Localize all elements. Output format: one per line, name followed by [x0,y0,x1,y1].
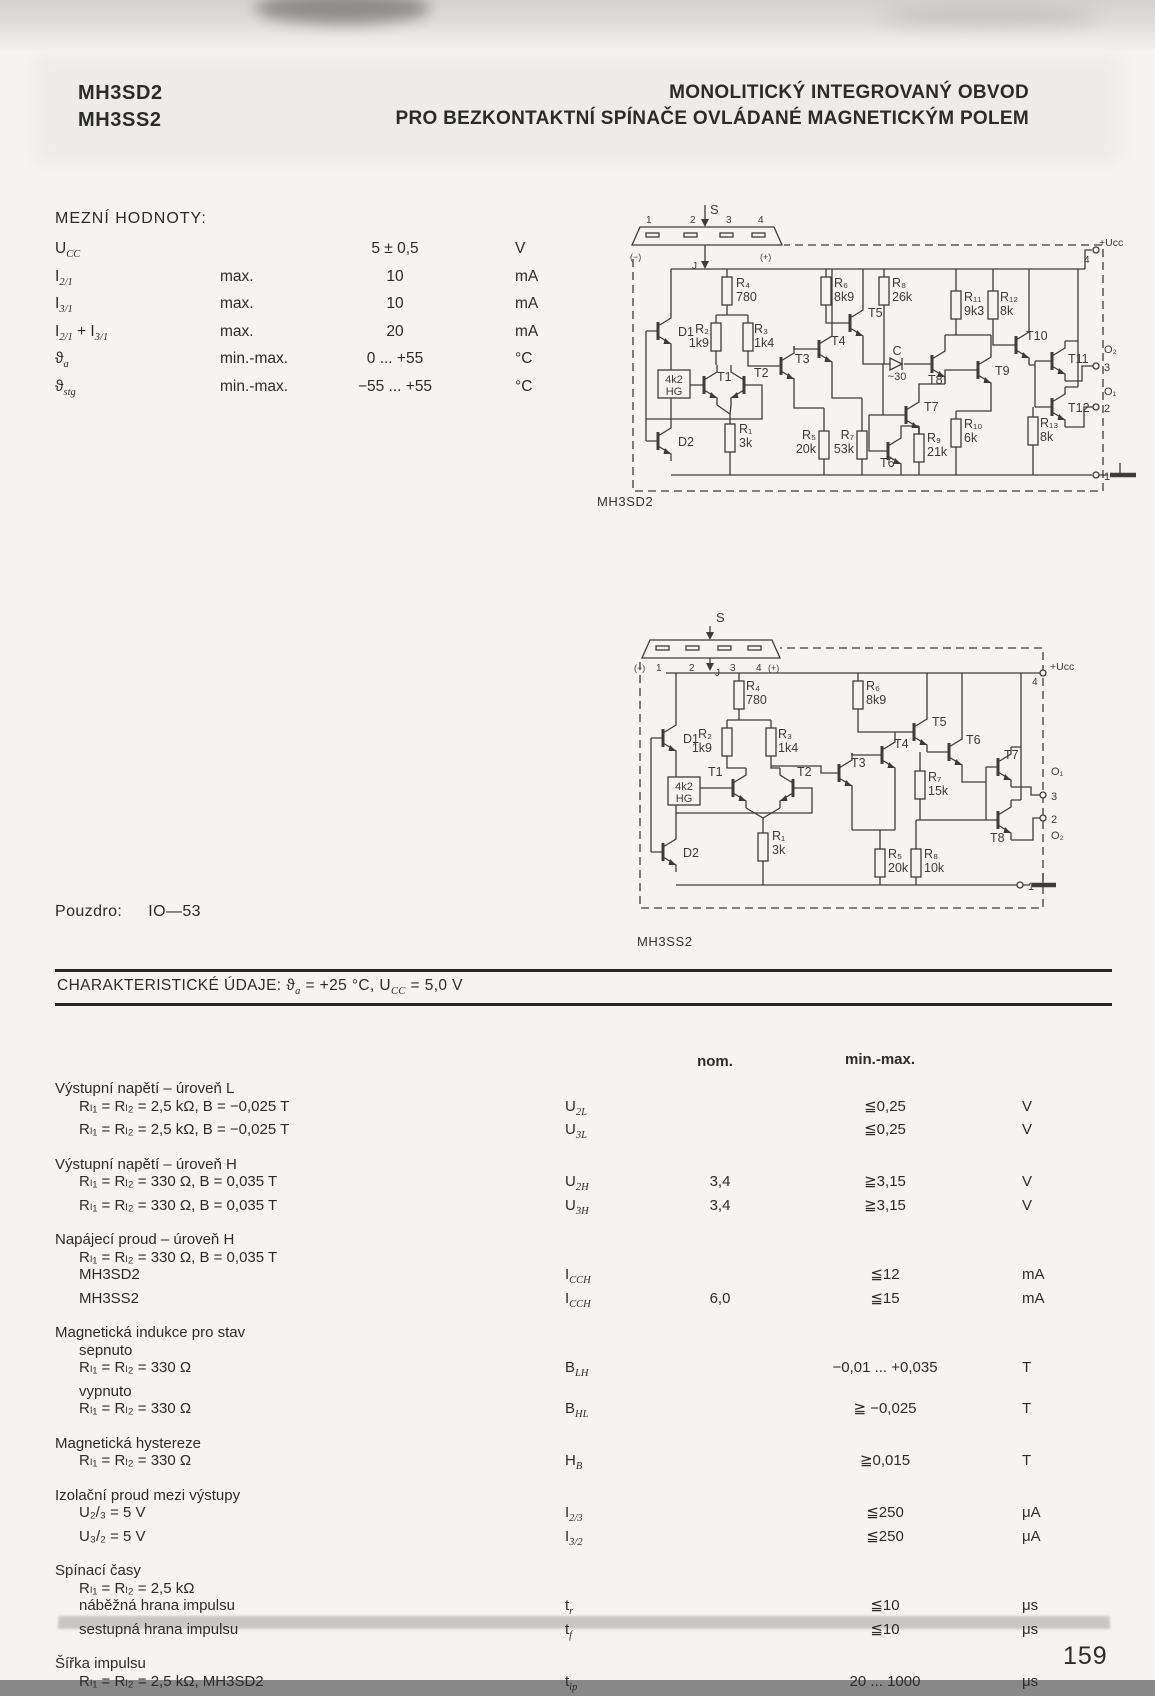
schematic-label: T8 [990,831,1005,845]
quantity: $ϑ_{stg}$ [55,378,220,398]
nominal-value: 6,0 [680,1290,760,1308]
condition: max. [220,323,320,341]
unit: μs [1010,1621,1070,1639]
schematic-label: O₂ [1051,830,1064,842]
nominal-value: 3,4 [680,1173,760,1191]
unit: T [1010,1359,1070,1377]
schematic-label: 3 [730,663,736,674]
unit: mA [470,323,550,341]
package-outline [642,640,780,658]
quantity: $U_{CC}$ [55,240,220,260]
schematic-label: 8k9 [866,693,886,707]
rule-top [55,969,1112,972]
unit: V [1010,1173,1070,1191]
condition: Rₗ₁ = Rₗ₂ = 2,5 kΩ, MH3SD2 [55,1673,565,1691]
theta-sub: a [295,986,301,997]
limit-value: −55 ... +55 [320,378,470,396]
unit: μs [1010,1597,1070,1615]
part-number-2: MH3SS2 [78,107,163,134]
page-number: 159 [1063,1642,1108,1671]
char-condition: Rₗ₁ = Rₗ₂ = 330 Ω, B = 0,035 T [55,1249,1070,1267]
char-row [55,1400,1130,1424]
condition: min.-max. [220,350,320,368]
char-heading-mid: = +25 °C, U [301,977,391,994]
schematic-label: 2 [689,663,695,674]
schematic-label: 1 [646,215,652,226]
minmax-value: ≦12 [760,1266,1010,1284]
schematic-label: R₄ [746,679,760,693]
schematic-label: 1 [656,663,662,674]
char-group-header: Magnetická hystereze [55,1435,1070,1453]
schematic-label: R₃ [754,322,768,336]
schematic-label: 8k9 [834,290,854,304]
limits-row [55,350,600,378]
schematic-label: S [716,610,725,625]
char-condition: vypnuto [55,1383,1070,1401]
schematic-label: 6k [964,431,978,445]
condition: MH3SD2 [55,1266,565,1284]
schematic-label: R₆ [866,679,880,693]
column-header-nom: nom. [675,1053,755,1070]
schematic-label: D1 [683,732,699,746]
schematic-label: T6 [966,733,981,747]
schematic-label: 10k [924,861,945,875]
schematic-label: (+) [768,663,779,673]
schematic-label: 3k [772,843,786,857]
symbol: $U_{2L}$ [565,1098,680,1122]
symbol: $B_{LH}$ [565,1359,680,1383]
minmax-value: ≦10 [760,1597,1010,1615]
schematic-label: 780 [746,693,767,707]
schematic-label: T2 [797,765,812,779]
char-row [55,1098,1130,1122]
schematic-label: T4 [831,334,846,348]
schematic-label: 1k4 [778,741,798,755]
schematic-label: 3 [1104,362,1110,374]
condition: Rₗ₁ = Rₗ₂ = 330 Ω, B = 0,035 T [55,1173,565,1191]
limits-table [55,240,600,405]
schematic-label: 1k9 [692,741,712,755]
char-row [55,1673,1130,1696]
char-row [55,1266,1130,1290]
condition: min.-max. [220,378,320,396]
limit-value: 10 [320,295,470,313]
schematic-label: 1 [1104,471,1110,483]
symbol: $I_{CCH}$ [565,1266,680,1290]
schematic-label: R₁₁ [964,290,981,304]
package-label: Pouzdro: [55,903,122,920]
minmax-value: ≧0,015 [760,1452,1010,1470]
minmax-value: 20 ... 1000 [760,1673,1010,1691]
schematic-label: 8k [1040,430,1054,444]
schematic-label: 4k2 [665,374,683,386]
schematic-label: R₅ [802,428,816,442]
schematic-label: T7 [924,400,939,414]
page-title [269,80,1029,132]
schematic-label: R₁ [739,422,752,436]
schematic-label: T11 [1068,352,1089,366]
schematic-label: R₂ [695,322,709,336]
mh3ss2-caption: MH3SS2 [637,934,693,949]
schematic-label: R₇ [928,770,941,784]
schematic-label: T1 [717,370,732,384]
quantity: $I_{3/1}$ [55,295,220,315]
minmax-value: ≧3,15 [760,1197,1010,1215]
schematic-label: 780 [736,290,757,304]
schematic-label: 8k [1000,304,1014,318]
condition: Rₗ₁ = Rₗ₂ = 330 Ω, B = 0,035 T [55,1197,565,1215]
schematic-label: 2 [1051,814,1057,826]
limit-value: 20 [320,323,470,341]
schematic-label: 15k [928,784,949,798]
condition: Rₗ₁ = Rₗ₂ = 330 Ω [55,1452,565,1470]
symbol: $B_{HL}$ [565,1400,680,1424]
condition: U₃/₂ = 5 V [55,1528,565,1546]
char-row [55,1452,1130,1476]
char-condition: Rₗ₁ = Rₗ₂ = 2,5 kΩ [55,1580,1070,1598]
schematic-label: D2 [678,435,694,449]
condition: Rₗ₁ = Rₗ₂ = 330 Ω [55,1400,565,1418]
symbol: $H_B$ [565,1452,680,1476]
condition: Rₗ₁ = Rₗ₂ = 2,5 kΩ, B = −0,025 T [55,1121,565,1139]
char-row [55,1504,1130,1528]
mh3sd2-schematic [588,183,1133,503]
symbol: $t_{ip}$ [565,1673,680,1696]
schematic-label: T8 [928,373,943,387]
char-group-header: Výstupní napětí – úroveň L [55,1080,1070,1098]
schematic-label: 1k4 [754,336,774,350]
unit: μs [1010,1673,1070,1691]
limits-row [55,378,600,406]
condition: max. [220,295,320,313]
schematic-label: R₆ [834,276,848,290]
char-row [55,1121,1130,1145]
symbol: $t_r$ [565,1597,680,1621]
package-value: IO—53 [148,903,201,920]
mh3sd2-caption: MH3SD2 [597,494,653,509]
capacitor-diode [890,358,902,370]
char-row [55,1290,1130,1314]
schematic-label: R₁₂ [1000,290,1018,304]
minmax-value: ≦250 [760,1528,1010,1546]
title-line-1: MONOLITICKÝ INTEGROVANÝ OBVOD [269,80,1029,106]
minmax-value: −0,01 ... +0,035 [760,1359,1010,1377]
schematic-label: S [710,202,719,217]
char-group-header: Izolační proud mezi výstupy [55,1487,1070,1505]
schematic-label: 4k2 [675,781,693,793]
quantity: $I_{2/1}$ [55,268,220,288]
schematic-label: (−) [630,252,641,262]
schematic-label: 53k [834,442,855,456]
limit-value: 5 ± 0,5 [320,240,470,258]
limits-row [55,240,600,268]
pin-terminals [1093,247,1099,478]
condition: Rₗ₁ = Rₗ₂ = 2,5 kΩ, B = −0,025 T [55,1098,565,1116]
symbol: $I_{3/2}$ [565,1528,680,1552]
char-row [55,1528,1130,1552]
unit: °C [470,350,550,368]
char-row [55,1359,1130,1383]
wires [646,269,1093,475]
unit: mA [1010,1290,1070,1308]
symbol: $U_{3L}$ [565,1121,680,1145]
char-row [55,1597,1130,1621]
schematic-label: T10 [1026,329,1048,343]
char-row [55,1621,1130,1645]
char-heading-post: = 5,0 V [406,977,463,994]
schematic-label: ~30 [888,371,907,383]
symbol: $U_{2H}$ [565,1173,680,1197]
schematic-label: T6 [880,456,895,470]
schematic-label: 1 [1028,881,1034,893]
condition: Rₗ₁ = Rₗ₂ = 330 Ω [55,1359,565,1377]
schematic-label: T4 [894,737,909,751]
rule-bottom [55,1003,1112,1006]
unit: °C [470,378,550,396]
schematic-label: HG [666,386,683,398]
schematic-label: 9k3 [964,304,984,318]
package-outline [632,227,782,245]
limits-heading: MEZNÍ HODNOTY: [55,210,207,228]
unit: V [470,240,550,258]
schematic-label: D2 [683,846,699,860]
ucc-sub: CC [391,986,406,997]
schematic-label: R₇ [841,428,854,442]
schematic-label: T9 [995,364,1010,378]
schematic-label: 4 [758,215,764,226]
symbol: $I_{CCH}$ [565,1290,680,1314]
schematic-label: O₂ [1104,344,1117,356]
quantity: $I_{2/1} + I_{3/1}$ [55,323,220,343]
schematic-label: R₈ [924,847,938,861]
char-group-header: Výstupní napětí – úroveň H [55,1156,1070,1174]
nominal-value: 3,4 [680,1197,760,1215]
schematic-label: 20k [796,442,817,456]
char-row [55,1197,1130,1221]
unit: μA [1010,1504,1070,1522]
limit-value: 10 [320,268,470,286]
title-line-2: PRO BEZKONTAKTNÍ SPÍNAČE OVLÁDANÉ MAGNETICKÝM POLEM [269,106,1029,132]
minmax-value: ≦10 [760,1621,1010,1639]
limits-row [55,323,600,351]
unit: μA [1010,1528,1070,1546]
schematic-label: R₂ [698,727,712,741]
unit: V [1010,1121,1070,1139]
minmax-value: ≦0,25 [760,1121,1010,1139]
schematic-label: R₈ [892,276,906,290]
char-group-header: Magnetická indukce pro stav [55,1324,1070,1342]
char-condition: sepnuto [55,1342,1070,1360]
schematic-label: R₁₃ [1040,416,1058,430]
unit: T [1010,1452,1070,1470]
schematic-label: 3k [739,436,753,450]
schematic-label: (+) [760,252,771,262]
schematic-label: R₃ [778,727,792,741]
schematic-label: T2 [754,366,769,380]
package-line [55,903,201,921]
char-group-header: Napájecí proud – úroveň H [55,1231,1070,1249]
char-heading [57,977,463,997]
condition: max. [220,268,320,286]
schematic-label: T12 [1068,401,1090,415]
schematic-label: R₄ [736,276,750,290]
condition: sestupná hrana impulsu [55,1621,565,1639]
column-header-minmax: min.-max. [800,1051,960,1068]
schematic-label: J [715,668,720,679]
char-group-header: Šířka impulsu [55,1655,1070,1673]
mh3ss2-schematic [588,570,1133,915]
minmax-value: ≧3,15 [760,1173,1010,1191]
schematic-label: 3 [726,215,732,226]
symbol: $I_{2/3}$ [565,1504,680,1528]
schematic-label: T5 [932,715,947,729]
schematic-label: T7 [1004,748,1019,762]
minmax-value: ≦250 [760,1504,1010,1522]
symbol: $t_f$ [565,1621,680,1645]
condition: U₂/₃ = 5 V [55,1504,565,1522]
limits-row [55,268,600,296]
quantity: $ϑ_a$ [55,350,220,370]
schematic-label: +Ucc [1099,237,1123,249]
schematic-label: 1k9 [689,336,709,350]
char-heading-pre: CHARAKTERISTICKÉ ÚDAJE: [57,977,286,994]
schematic-label: R₉ [927,431,941,445]
schematic-label: O₁ [1104,386,1117,398]
schematic-label: T1 [708,765,723,779]
schematic-label: T5 [868,306,883,320]
char-table [55,1080,1130,1696]
schematic-label: 4 [756,663,762,674]
schematic-label: T3 [851,756,866,770]
schematic-label: R₁ [772,829,785,843]
scan-artifact-blob2 [880,6,1100,26]
limit-value: 0 ... +55 [320,350,470,368]
schematic-label: 26k [892,290,913,304]
wires [651,673,1040,885]
symbol: $U_{3H}$ [565,1197,680,1221]
minmax-value: ≦0,25 [760,1098,1010,1116]
schematic-label: +Ucc [1050,661,1074,673]
schematic-label: 3 [1051,791,1057,803]
schematic-label: R₁₀ [964,417,982,431]
limits-row [55,295,600,323]
schematic-label: 4 [1032,677,1038,688]
schematic-label: 4 [1084,255,1090,266]
unit: mA [470,295,550,313]
part-numbers [78,80,163,134]
theta-symbol: ϑ [286,977,295,994]
schematic-label: R₅ [888,847,902,861]
char-group-header: Spínací časy [55,1562,1070,1580]
minmax-value: ≦15 [760,1290,1010,1308]
unit: V [1010,1197,1070,1215]
schematic-label: 2 [690,215,696,226]
schematic-label: C [892,344,901,358]
schematic-label: T3 [795,352,810,366]
unit: T [1010,1400,1070,1418]
schematic-label: 20k [888,861,909,875]
schematic-label: (−) [634,663,645,673]
condition: MH3SS2 [55,1290,565,1308]
part-number-1: MH3SD2 [78,80,163,107]
unit: V [1010,1098,1070,1116]
schematic-label: 2 [1104,403,1110,415]
unit: mA [1010,1266,1070,1284]
char-row [55,1173,1130,1197]
schematic-label: J [692,261,697,272]
minmax-value: ≧ −0,025 [760,1400,1010,1418]
condition: náběžná hrana impulsu [55,1597,565,1615]
schematic-label: O₁ [1051,766,1064,778]
schematic-label: 21k [927,445,948,459]
schematic-label: HG [676,793,693,805]
unit: mA [470,268,550,286]
schematic-label: D1 [678,325,694,339]
